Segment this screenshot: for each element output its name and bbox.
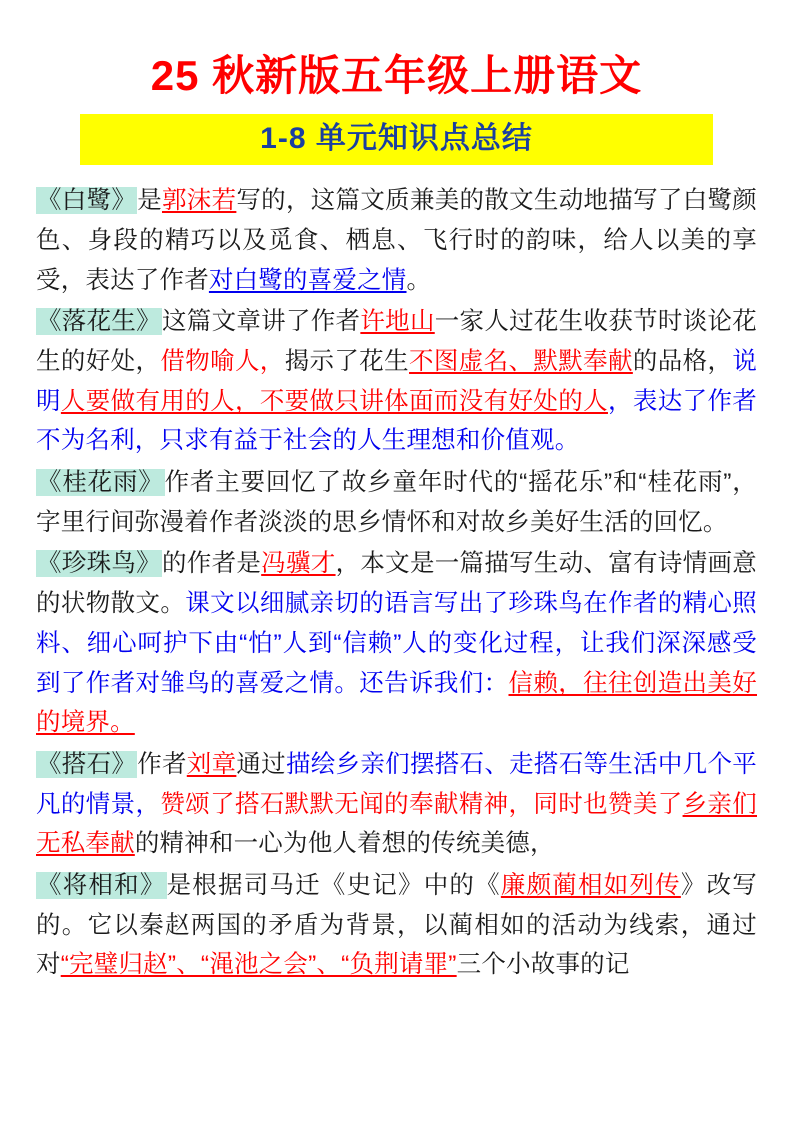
text-run: 是	[137, 187, 162, 215]
text-run: 赞颂了搭石默默无闻的奉献精神，同时也赞美了	[160, 790, 683, 818]
text-run: 郭沫若	[161, 187, 237, 215]
text-run: 说明	[36, 348, 758, 415]
text-run: 的精神和一心为他人着想的传统美德，	[134, 830, 555, 858]
text-run: 一家人过花生收获节时谈论花生的好处，	[36, 308, 757, 376]
text-run: 人要做有用的人，不要做只讲体面而没有好处的人	[60, 387, 608, 415]
text-run: 信赖，往往创造出美好的境界。	[36, 669, 757, 737]
text-run: 写的，这篇文质兼美的散文生动地描写了白鹭颜色、身段的精巧以及觅食、栖息、飞行时的韵味，给人以美的享受，表达了作者	[36, 187, 757, 294]
text-run: 冯骥才	[261, 550, 336, 578]
text-title-term: 《搭石》	[37, 750, 137, 778]
text-run: 作者	[137, 750, 187, 778]
paragraph-jiangxianghe	[36, 866, 757, 985]
text-run: 乡亲们无私奉献	[36, 790, 757, 858]
text-run: 描绘乡亲们摆搭石、走搭石等生活中几个平凡的情景，	[36, 750, 757, 818]
text-title-term: 《将相和》	[37, 871, 166, 899]
text-run: 的作者是	[161, 550, 262, 578]
text-run: “完璧归赵”、“渑池之会”、“负荆请罪”	[60, 951, 457, 979]
text-run: 不图虚名、默默奉献	[409, 348, 633, 376]
text-run: 作者主要回忆了故乡童年时代的“摇花乐”和“桂花雨”，字里行间弥漫着作者淡淡的思乡情怀和对故乡美好生活的回忆。	[36, 469, 757, 536]
text-run: 对白鹭的喜爱之情	[208, 266, 407, 294]
text-run: 的品格，	[632, 348, 733, 376]
text-run: 揭示了花生	[284, 348, 410, 376]
paragraph-luohuasheng	[36, 302, 757, 461]
text-run: 借物喻人，	[160, 348, 285, 376]
text-run: ，本文是一篇描写生动、富有诗情画意的状物散文。	[36, 550, 757, 618]
text-run: 通过	[236, 750, 286, 778]
text-run: 是根据司马迁《史记》中的《	[166, 871, 501, 899]
text-title-term: 《桂花雨》	[37, 469, 164, 497]
page-title: 25 秋新版五年级上册语文	[150, 52, 643, 99]
text-run: 刘章	[186, 750, 237, 778]
paragraph-bailu	[36, 181, 757, 300]
document-body	[28, 181, 765, 985]
text-title-term: 《白鹭》	[37, 187, 137, 215]
text-run: 。	[406, 266, 432, 294]
text-run: 》改写的。它以秦赵两国的矛盾为背景，以蔺相如的活动为线索，通过对	[36, 871, 757, 979]
paragraph-zhenzhuniao	[36, 544, 757, 742]
text-title-term: 《珍珠鸟》	[37, 550, 161, 578]
text-title-term: 《落花生》	[37, 308, 161, 336]
text-run: 许地山	[360, 308, 435, 336]
paragraph-dashi	[36, 745, 757, 864]
paragraph-guihuayu	[36, 463, 757, 542]
text-run: ，表达了作者不为名利，只求有益于社会的人生理想和价值观。	[36, 387, 758, 455]
text-run: 课文以细腻亲切的语言写出了珍珠鸟在作者的精心照料、细心呵护下由“怕”人到“信赖”人的变化过程，让我们深深感受到了作者对雏鸟的喜爱之情。还告诉我们：	[36, 590, 757, 697]
subtitle-banner	[80, 114, 713, 165]
text-run: 这篇文章讲了作者	[161, 308, 361, 336]
text-run: 三个小故事的记	[456, 951, 630, 979]
page-subtitle: 1-8 单元知识点总结	[260, 122, 533, 156]
text-run: 廉颇蔺相如列传	[500, 871, 681, 899]
